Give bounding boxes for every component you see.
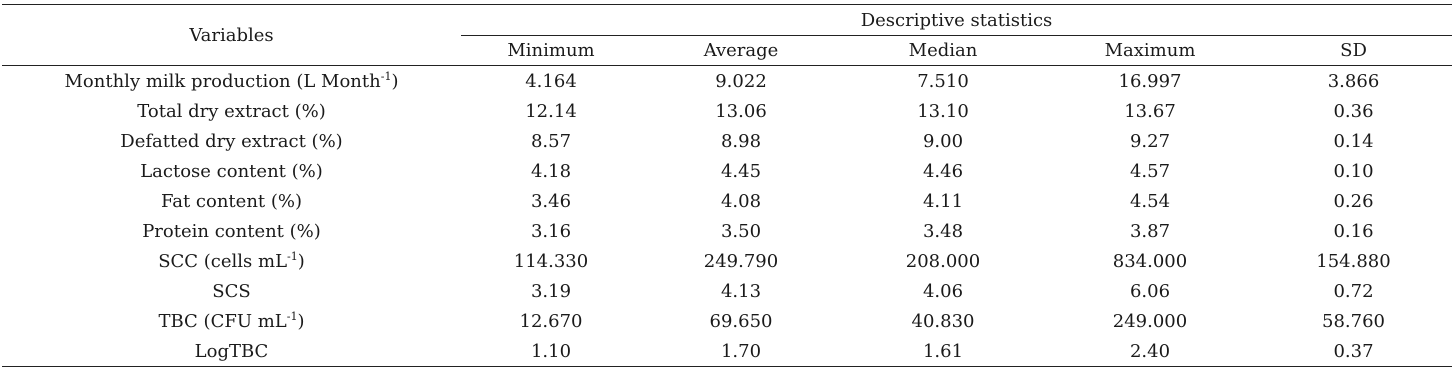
cell-median: 3.48	[922, 220, 964, 242]
row-label-text: Protein content (%)	[142, 220, 321, 242]
row-label-text: Defatted dry extract (%)	[120, 130, 343, 152]
cell-sd: 0.72	[1333, 280, 1374, 302]
row-label	[2, 246, 461, 276]
row-label-text: LogTBC	[194, 340, 269, 362]
row-label-superscript: -1	[380, 69, 392, 83]
table-row	[2, 246, 1452, 276]
group-header: Descriptive statistics	[461, 5, 1452, 36]
cell-maximum: 4.54	[1129, 190, 1171, 212]
table-row	[2, 216, 1452, 246]
cell-median: 1.61	[841, 336, 1045, 367]
row-label-text: Fat content (%)	[160, 190, 303, 212]
cell-average: 4.13	[720, 280, 762, 302]
cell-minimum: 4.18	[530, 160, 572, 182]
cell-average: 249.790	[703, 250, 779, 272]
cell-average: 1.70	[641, 336, 841, 367]
table-row	[2, 336, 1452, 367]
cell-maximum: 834.000	[1112, 250, 1188, 272]
cell-median: 208.000	[905, 250, 981, 272]
descriptive-statistics-table	[2, 4, 1452, 367]
cell-minimum: 3.19	[530, 280, 572, 302]
table-row	[2, 126, 1452, 156]
cell-minimum: 3.16	[530, 220, 572, 242]
cell-average: 4.08	[720, 190, 762, 212]
cell-minimum: 12.670	[519, 310, 583, 332]
cell-median: 4.46	[922, 160, 964, 182]
row-label-superscript: -1	[286, 309, 298, 323]
cell-median: 40.830	[911, 310, 975, 332]
cell-maximum: 16.997	[1118, 70, 1182, 92]
cell-minimum: 1.10	[461, 336, 641, 367]
cell-minimum: 3.46	[530, 190, 572, 212]
cell-minimum: 4.164	[525, 70, 577, 92]
column-header-minimum: Minimum	[461, 36, 641, 66]
row-label-suffix: )	[297, 310, 305, 332]
cell-maximum: 4.57	[1129, 160, 1171, 182]
table-row	[2, 66, 1452, 97]
column-header-average: Average	[641, 36, 841, 66]
cell-sd: 58.760	[1322, 310, 1385, 332]
cell-median: 13.10	[917, 100, 969, 122]
cell-minimum: 8.57	[530, 130, 572, 152]
table-body	[2, 66, 1452, 367]
cell-sd: 3.866	[1327, 70, 1380, 92]
row-label-text: SCC (cells mL	[158, 250, 288, 272]
column-header-maximum: Maximum	[1045, 36, 1255, 66]
row-label-text: Monthly milk production (L Month	[64, 70, 381, 92]
row-label-superscript: -1	[287, 249, 298, 263]
column-header-median: Median	[841, 36, 1045, 66]
row-label	[2, 306, 461, 336]
cell-average: 3.50	[720, 220, 762, 242]
cell-maximum: 3.87	[1129, 220, 1171, 242]
cell-median: 7.510	[917, 70, 969, 92]
cell-sd: 0.10	[1333, 160, 1374, 182]
row-label	[2, 126, 461, 156]
cell-maximum: 249.000	[1112, 310, 1188, 332]
cell-maximum: 6.06	[1129, 280, 1171, 302]
row-label	[2, 66, 461, 97]
cell-minimum: 12.14	[525, 100, 577, 122]
row-label	[2, 336, 461, 367]
row-label	[2, 96, 461, 126]
row-label-text: Total dry extract (%)	[137, 100, 326, 122]
table-row	[2, 186, 1452, 216]
row-label-suffix: )	[297, 250, 305, 272]
row-label	[2, 156, 461, 186]
table-row	[2, 306, 1452, 336]
row-label-text: Lactose content (%)	[140, 160, 323, 182]
cell-sd: 0.37	[1255, 336, 1452, 367]
column-header-sd: SD	[1255, 36, 1452, 66]
cell-median: 9.00	[922, 130, 964, 152]
cell-sd: 0.14	[1333, 130, 1374, 152]
table-row	[2, 156, 1452, 186]
cell-maximum: 13.67	[1124, 100, 1176, 122]
row-label-text: TBC (CFU mL	[158, 310, 287, 332]
row-label-text: SCS	[212, 280, 251, 302]
cell-maximum: 9.27	[1129, 130, 1171, 152]
row-label	[2, 186, 461, 216]
row-label	[2, 216, 461, 246]
cell-sd: 0.36	[1333, 100, 1374, 122]
cell-sd: 154.880	[1316, 250, 1391, 272]
cell-average: 13.06	[715, 100, 767, 122]
variables-header: Variables	[2, 5, 461, 66]
cell-sd: 0.26	[1333, 190, 1374, 212]
table-row	[2, 276, 1452, 306]
cell-median: 4.11	[922, 190, 964, 212]
cell-average: 69.650	[709, 310, 773, 332]
cell-average: 8.98	[720, 130, 762, 152]
cell-maximum: 2.40	[1045, 336, 1255, 367]
row-label-suffix: )	[391, 70, 399, 92]
cell-minimum: 114.330	[513, 250, 589, 272]
cell-average: 4.45	[720, 160, 762, 182]
row-label	[2, 276, 461, 306]
cell-sd: 0.16	[1333, 220, 1374, 242]
cell-median: 4.06	[922, 280, 964, 302]
cell-average: 9.022	[715, 70, 767, 92]
table-row	[2, 96, 1452, 126]
